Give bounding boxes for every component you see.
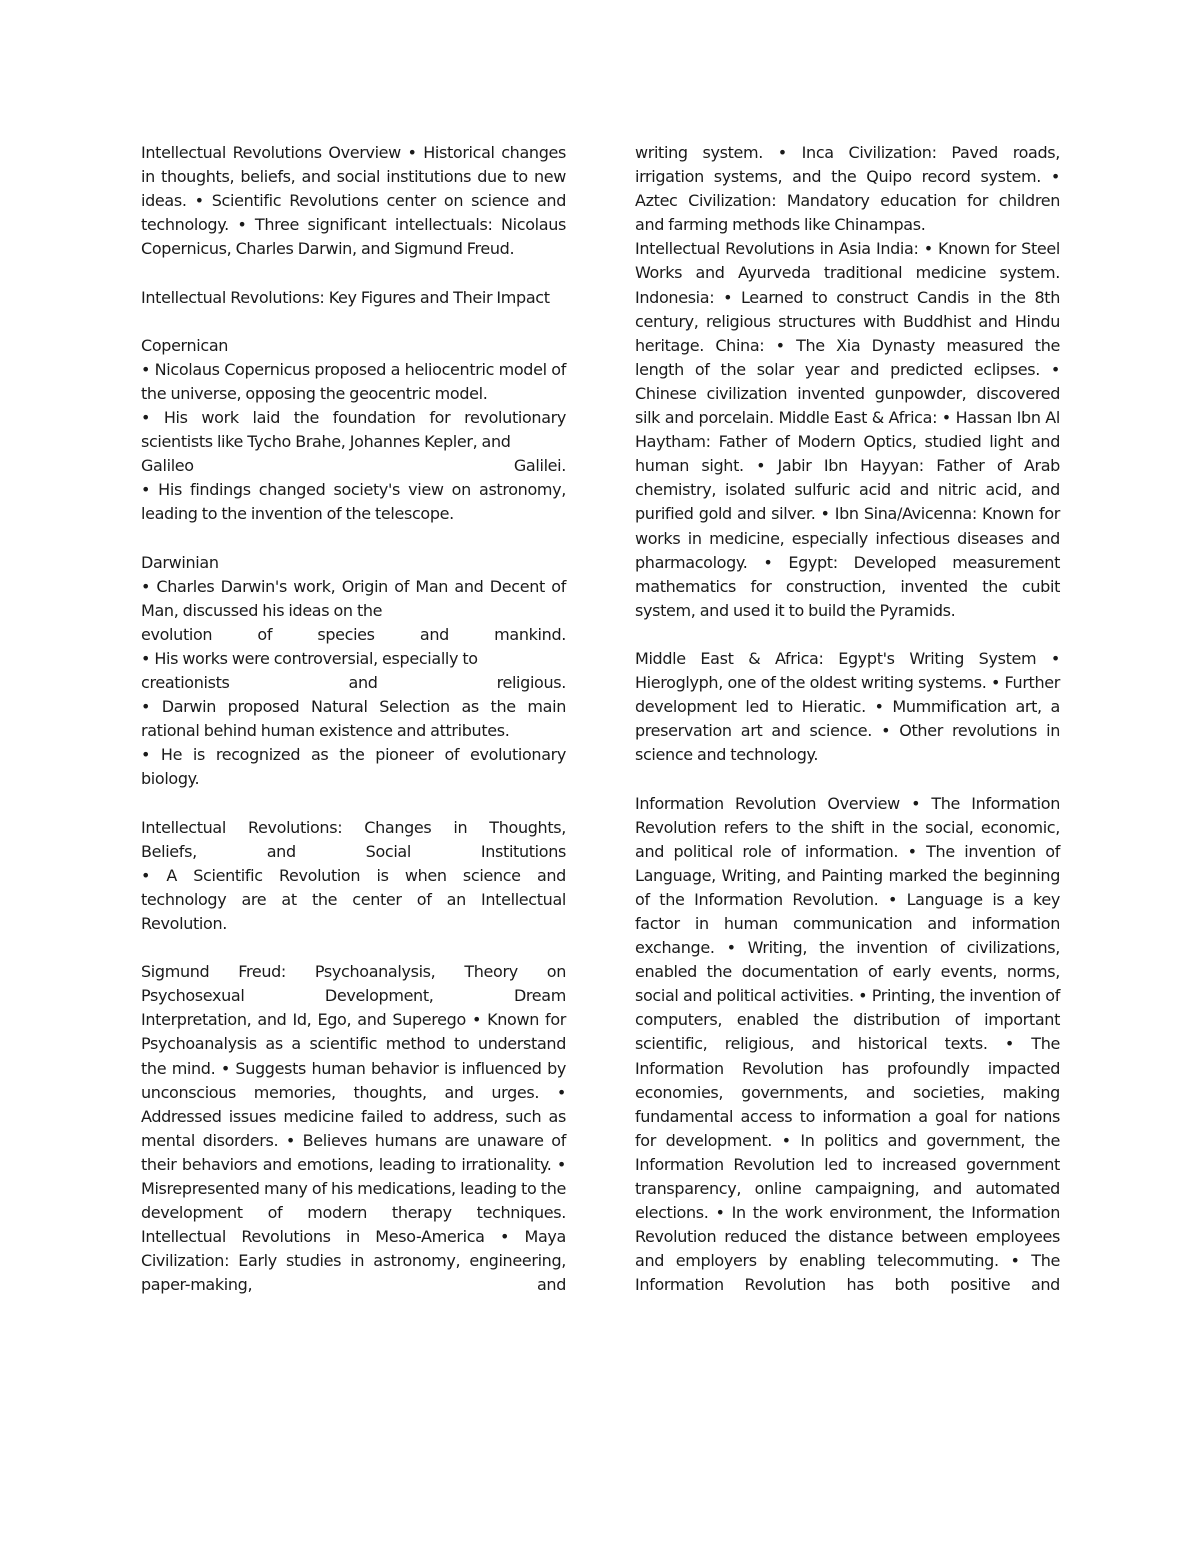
darwinian-bullet-1a: • Charles Darwin's work, Origin of Man and Decent of Man, discussed his ideas on the (141, 576, 566, 620)
americas-continued-paragraph: writing system. • Inca Civilization: Paved roads, irrigation systems, and the Quipo record system. • Aztec Civilization: Mandatory education for children and farming methods like Chinampas. (635, 143, 1060, 235)
changes-section (141, 816, 566, 936)
overview-paragraph: Intellectual Revolutions Overview • Historical changes in thoughts, beliefs, and social institutions due to new ideas. • Scientific Revolutions center on science and technology. • Three significant intellectuals: Nicolaus Copernicus, Charles Darwin, and Sigmund Freud. (141, 143, 566, 259)
information-revolution-paragraph: Information Revolution Overview • The Information Revolution refers to the shift in the social, economic, and political role of information. • The invention of Language, Writing, and Painting marked the beginning of the Information Revolution. • Language is a key factor in human communication and information exchange. • Writing, the invention of civilizations, enabled the documentation of early events, norms, social and political activities. • Printing, the invention of computers, enabled the distribution of important scientific, religious, and historical texts. • The Information Revolution has profoundly impacted economies, governments, and societies, making fundamental access to information a goal for nations for development. • In politics and government, the Information Revolution led to increased government transparency, online campaigning, and automated elections. • In the work environment, the Information Revolution reduced the distance between employees and employers by enabling telecommuting. • The Information Revolution has both positive and (635, 793, 1060, 1295)
darwinian-bullet-2b: creationists and religious. (141, 673, 566, 693)
right-column (635, 141, 1060, 1298)
freud-body: Interpretation, and Id, Ego, and Superego • Known for Psychoanalysis as a scientific method to understand the mind. • Suggests human behavior is influenced by unconscious memories, thoughts, and urges. • Addressed issues medicine failed to address, such as mental disorders. • Believes humans are unaware of their behaviors and emotions, leading to irrationality. • Misrepresented many of his medications, leading to the development of modern therapy techniques. Intellectual Revolutions in Meso-America • Maya Civilization: Early studies in astronomy, engineering, paper-making, and (141, 1010, 566, 1295)
changes-heading-line-2: Beliefs, and Social Institutions (141, 841, 566, 861)
freud-heading-line-1: Sigmund Freud: Psychoanalysis, Theory on (141, 962, 566, 982)
freud-section (141, 960, 566, 1297)
darwinian-bullet-1b: evolution of species and mankind. (141, 624, 566, 644)
changes-bullet: • A Scientific Revolution is when science and technology are at the center of an Intellectual Revolution. (141, 865, 566, 933)
darwinian-heading: Darwinian (141, 552, 219, 572)
darwinian-bullet-2a: • His works were controversial, especially to (141, 648, 478, 668)
copernican-bullet-3: • His findings changed society's view on astronomy, leading to the invention of the telescope. (141, 480, 566, 524)
freud-heading-line-2: Psychosexual Development, Dream (141, 986, 566, 1006)
copernican-bullet-2a: • His work laid the foundation for revolutionary scientists like Tycho Brahe, Johannes Kepler, and (141, 408, 566, 452)
asia-africa-paragraph: Intellectual Revolutions in Asia India: • Known for Steel Works and Ayurveda traditional medicine system. Indonesia: • Learned to construct Candis in the 8th century, religious structures with Buddhist and Hindu heritage. China: • The Xia Dynasty measured the length of the solar year and predicted eclipses. • Chinese civilization invented gunpowder, discovered silk and porcelain. Middle East & Africa: • Hassan Ibn Al Haytham: Father of Modern Optics, studied light and human sight. • Jabir Ibn Hayyan: Father of Arab chemistry, isolated sulfuric acid and nitric acid, and purified gold and silver. • Ibn Sina/Avicenna: Known for works in medicine, especially infectious diseases and pharmacology. • Egypt: Developed measurement mathematics for construction, invented the cubit system, and used it to build the Pyramids. (635, 239, 1060, 620)
egypt-writing-paragraph: Middle East & Africa: Egypt's Writing System • Hieroglyph, one of the oldest writing systems. • Further development led to Hieratic. • Mummification art, a preservation art and science. • Other revolutions in science and technology. (635, 648, 1060, 765)
darwinian-bullet-4: • He is recognized as the pioneer of evolutionary biology. (141, 745, 566, 789)
darwinian-section (141, 551, 566, 792)
copernican-bullet-2b: Galileo Galilei. (141, 456, 566, 476)
copernican-section (141, 334, 566, 527)
darwinian-bullet-3: • Darwin proposed Natural Selection as the main rational behind human existence and attributes. (141, 697, 566, 741)
changes-heading-line-1: Intellectual Revolutions: Changes in Thoughts, (141, 817, 566, 837)
left-column (141, 141, 566, 1298)
copernican-heading: Copernican (141, 335, 229, 355)
copernican-bullet-1: • Nicolaus Copernicus proposed a heliocentric model of the universe, opposing the geocentric model. (141, 359, 566, 403)
key-figures-heading: Intellectual Revolutions: Key Figures and Their Impact (141, 287, 550, 307)
